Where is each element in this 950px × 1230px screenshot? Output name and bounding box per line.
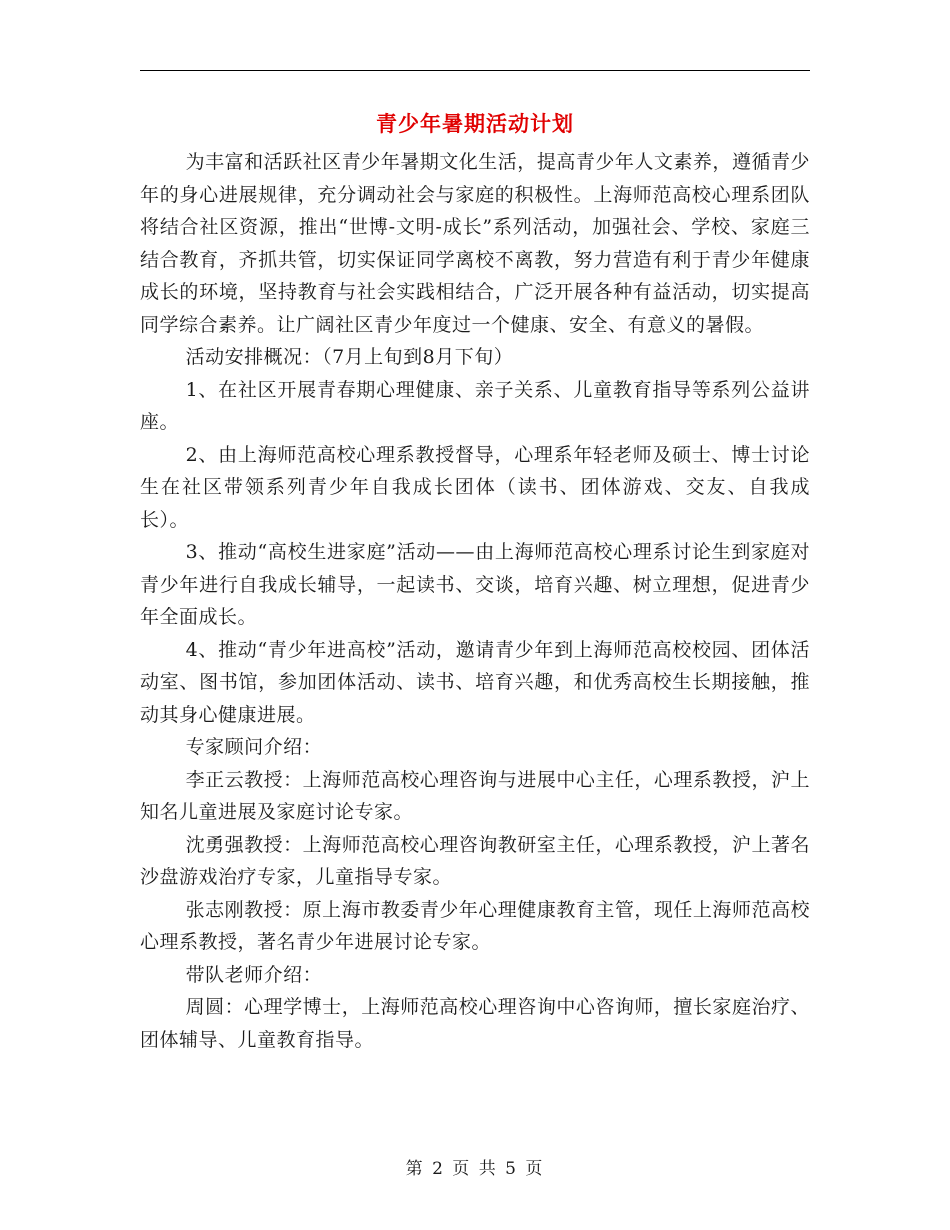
- expert-shen: 沈勇强教授：上海师范高校心理咨询教研室主任，心理系教授，沪上著名沙盘游戏治疗专家，儿童指导专家。: [140, 833, 810, 888]
- expert-zhang: 张志刚教授：原上海市教委青少年心理健康教育主管，现任上海师范高校心理系教授，著名青少年进展讨论专家。: [140, 898, 810, 953]
- header-rule: [140, 70, 810, 71]
- activity-item-2: 2、由上海师范高校心理系教授督导，心理系年轻老师及硕士、博士讨论生在社区带领系列青少年自我成长团体（读书、团体游戏、交友、自我成长）。: [140, 443, 810, 531]
- document-title: 青少年暑期活动计划: [376, 112, 574, 136]
- intro-paragraph: 为丰富和活跃社区青少年暑期文化生活，提高青少年人文素养，遵循青少年的身心进展规律，充分调动社会与家庭的积极性。上海师范高校心理系团队将结合社区资源，推出“世博-文明-成长”系列活动，加强社会、学校、家庭三结合教育，齐抓共管，切实保证同学离校不离教，努力营造有利于青少年健康成长的环境，坚持教育与社会实践相结合，广泛开展各种有益活动，切实提高同学综合素养。让广阔社区青少年度过一个健康、安全、有意义的暑假。: [140, 151, 810, 336]
- teachers-heading: 带队老师介绍：: [185, 963, 323, 986]
- activity-item-3: 3、推动“高校生进家庭”活动——由上海师范高校心理系讨论生到家庭对青少年进行自我成长辅导，一起读书、交谈，培育兴趣、树立理想，促进青少年全面成长。: [140, 541, 810, 628]
- page-footer: 第 2 页 共 5 页: [405, 1159, 545, 1179]
- expert-li: 李正云教授：上海师范高校心理咨询与进展中心主任，心理系教授，沪上知名儿童进展及家庭讨论专家。: [140, 768, 810, 823]
- schedule-heading: 活动安排概况：（7月上旬到8月下旬）: [185, 346, 514, 368]
- experts-heading: 专家顾问介绍：: [185, 736, 323, 758]
- activity-item-4: 4、推动“青少年进高校”活动，邀请青少年到上海师范高校校园、团体活动室、图书馆，参加团体活动、读书、培育兴趣，和优秀高校生长期接触，推动其身心健康进展。: [140, 638, 810, 726]
- document-body: [140, 146, 810, 1056]
- teacher-zhou: 周圆：心理学博士，上海师范高校心理咨询中心咨询师，擅长家庭治疗、团体辅导、儿童教育指导。: [140, 996, 810, 1051]
- activity-item-1: 1、在社区开展青春期心理健康、亲子关系、儿童教育指导等系列公益讲座。: [140, 378, 810, 433]
